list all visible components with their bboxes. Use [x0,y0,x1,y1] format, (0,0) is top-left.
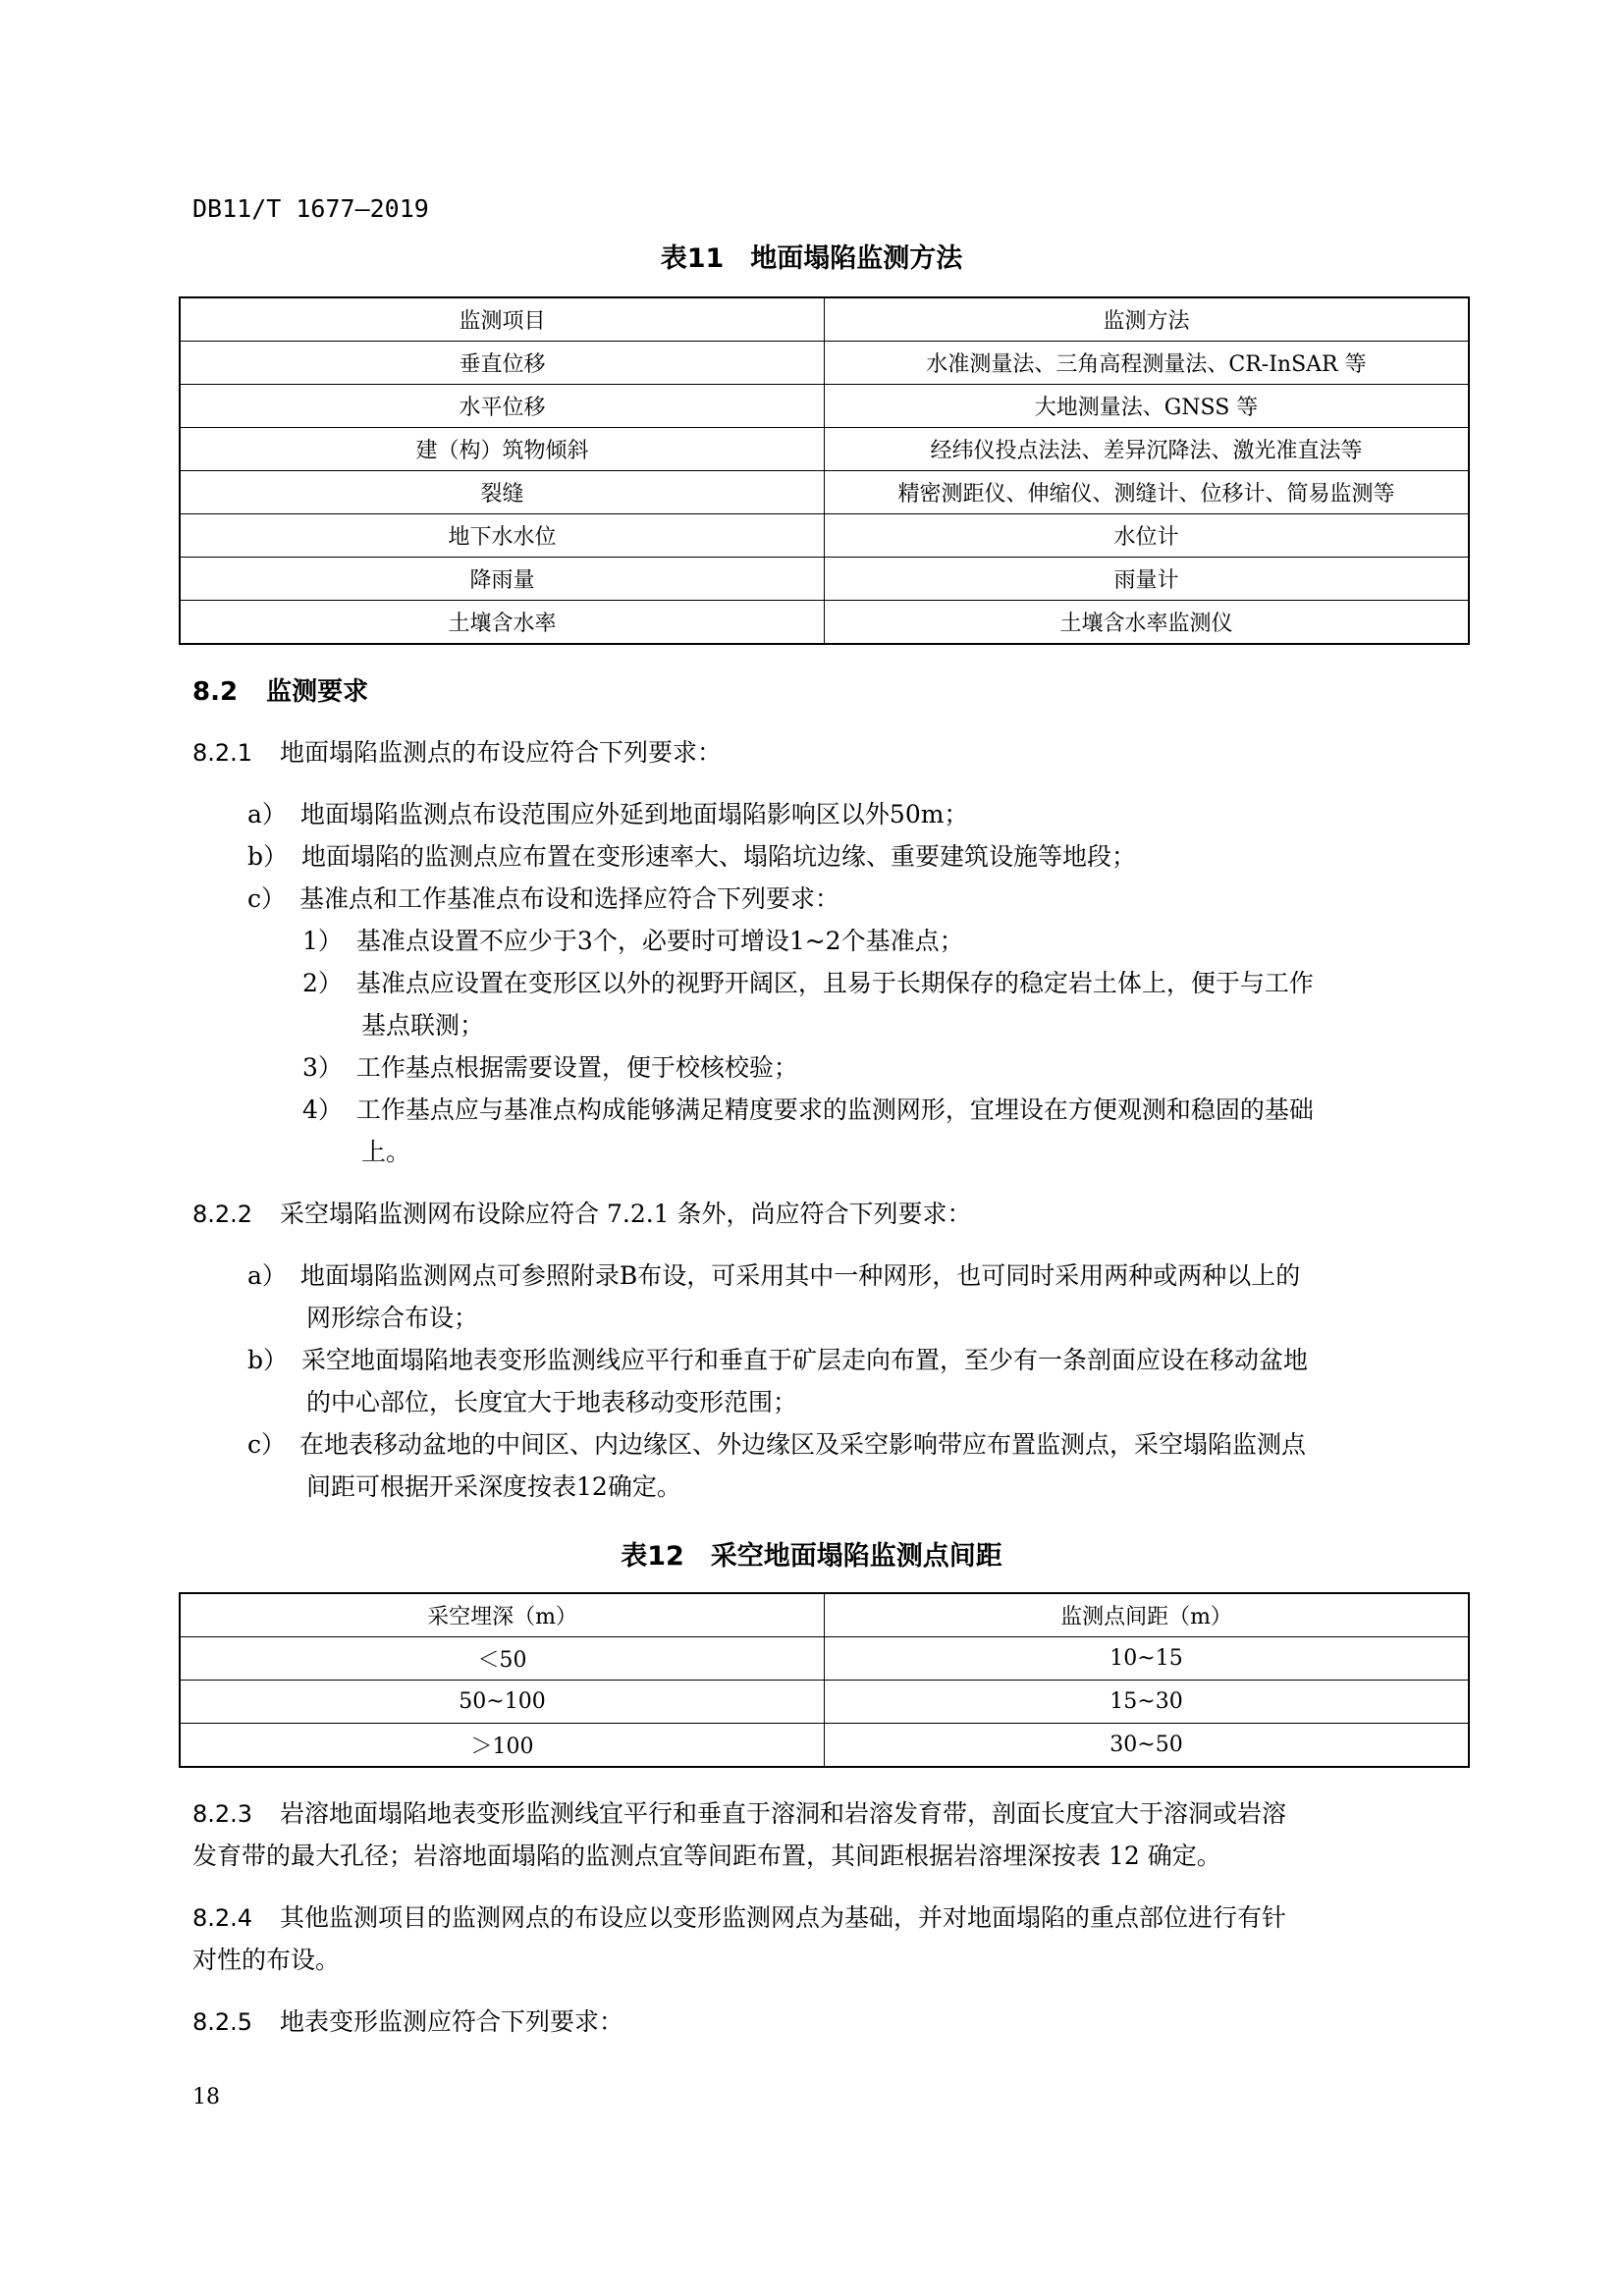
table-row [180,385,1469,428]
table-cell: ＜50 [180,1637,825,1681]
page-number: 18 [192,2085,220,2109]
list-item [247,793,968,836]
table-cell: 裂缝 [180,471,825,514]
table-header-row [180,1593,1469,1637]
table-cell: 15~30 [825,1681,1470,1724]
table12 [179,1592,1470,1768]
table-cell: 降雨量 [180,558,825,601]
list-marker: 4） [302,1095,343,1124]
list-text: 工作基点应与基准点构成能够满足精度要求的监测网形，宜埋设在方便观测和稳固的基础 [355,1095,1314,1124]
clause-text: 其他监测项目的监测网点的布设应以变形监测网点为基础，并对地面塌陷的重点部位进行有针 [280,1903,1287,1932]
list-item [247,1339,1308,1382]
list-text-continuation: 间距可根据开采深度按表12确定。 [306,1472,681,1501]
clause-text-continuation: 对性的布设。 [192,1946,341,1974]
clause-number: 8.2.5 [192,2008,253,2036]
table-cell: 10~15 [825,1637,1470,1681]
table-row [180,1724,1469,1768]
clause-text: 地表变形监测应符合下列要求： [280,2007,624,2036]
list-marker: b） [247,842,289,871]
list-marker: 3） [302,1053,343,1082]
list-text-continuation: 基点联测； [361,1011,485,1040]
sublist-item [302,1089,1314,1132]
list-item [247,1423,1306,1467]
list-text-continuation: 上。 [361,1138,411,1166]
list-text: 基准点和工作基准点布设和选择应符合下列要求： [299,884,840,913]
clause-8-2-1 [192,731,722,774]
clause-number: 8.2.3 [192,1800,253,1828]
document-code: DB11/T 1677—2019 [192,194,429,223]
list-marker: 1） [302,927,343,955]
section-number: 8.2 [192,677,239,707]
table-cell: 经纬仪投点法法、差异沉降法、激光准直法等 [825,428,1470,471]
clause-text: 采空塌陷监测网布设除应符合 7.2.1 条外，尚应符合下列要求： [280,1200,972,1228]
table-cell: 水准测量法、三角高程测量法、CR-InSAR 等 [825,342,1470,385]
clause-8-2-2 [192,1193,972,1236]
list-marker: 2） [302,969,343,997]
list-item [247,878,839,921]
table-cell: 土壤含水率 [180,601,825,645]
table-row [180,514,1469,558]
section-title: 监测要求 [266,677,369,707]
clause-text: 地面塌陷监测点的布设应符合下列要求： [280,738,723,767]
table-row [180,342,1469,385]
table-row [180,558,1469,601]
list-item [247,835,1136,879]
list-text: 地面塌陷监测点布设范围应外延到地面塌陷影响区以外50m； [299,800,969,828]
table-cell: 大地测量法、GNSS 等 [825,385,1470,428]
section-heading [192,671,368,708]
clause-text-continuation: 发育带的最大孔径；岩溶地面塌陷的监测点宜等间距布置，其间距根据岩溶埋深按表 12 确定。 [192,1842,1221,1870]
table-row [180,471,1469,514]
list-marker: c） [247,1430,287,1459]
list-text: 基准点应设置在变形区以外的视野开阔区，且易于长期保存的稳定岩土体上，便于与工作 [355,969,1314,997]
table-header-cell: 监测项目 [180,297,825,342]
list-marker: a） [247,800,287,828]
table-row [180,1681,1469,1724]
list-text-continuation: 网形综合布设； [306,1304,479,1332]
table-cell: 50~100 [180,1681,825,1724]
table-cell: 土壤含水率监测仪 [825,601,1470,645]
table-cell: 地下水水位 [180,514,825,558]
clause-number: 8.2.1 [192,739,253,767]
list-text: 地面塌陷监测网点可参照附录B布设，可采用其中一种网形，也可同时采用两种或两种以上的 [299,1261,1301,1290]
list-text: 在地表移动盆地的中间区、内边缘区、外边缘区及采空影响带应布置监测点，采空塌陷监测点 [299,1430,1307,1459]
clause-number: 8.2.2 [192,1201,253,1228]
table-header-cell: 监测点间距（m） [825,1593,1470,1637]
table-cell: ＞100 [180,1724,825,1768]
clause-8-2-5 [192,2001,623,2044]
table-row [180,601,1469,645]
table-header-row [180,297,1469,342]
table11-title: 表11 地面塌陷监测方法 [660,243,963,274]
clause-8-2-4 [192,1896,1286,1940]
list-text: 工作基点根据需要设置，便于校核校验； [355,1053,798,1082]
clause-8-2-3 [192,1792,1286,1836]
table-cell: 建（构）筑物倾斜 [180,428,825,471]
list-item [247,1255,1300,1298]
clause-text: 岩溶地面塌陷地表变形监测线宜平行和垂直于溶洞和岩溶发育带，剖面长度宜大于溶洞或岩溶 [280,1799,1287,1828]
list-text: 地面塌陷的监测点应布置在变形速率大、塌陷坑边缘、重要建筑设施等地段； [301,842,1137,871]
list-text: 采空地面塌陷地表变形监测线应平行和垂直于矿层走向布置，至少有一条剖面应设在移动盆地 [301,1346,1309,1374]
table-header-cell: 采空埋深（m） [180,1593,825,1637]
list-marker: a） [247,1261,287,1290]
list-marker: c） [247,884,287,913]
clause-number: 8.2.4 [192,1904,253,1932]
table12-title: 表12 采空地面塌陷监测点间距 [621,1541,1002,1572]
table-header-cell: 监测方法 [825,297,1470,342]
sublist-item [302,962,1314,1005]
table-row [180,428,1469,471]
table-cell: 水平位移 [180,385,825,428]
table-cell: 精密测距仪、伸缩仪、测缝计、位移计、简易监测等 [825,471,1470,514]
list-text-continuation: 的中心部位，长度宜大于地表移动变形范围； [306,1388,798,1416]
sublist-item [302,920,964,963]
list-marker: b） [247,1346,289,1374]
list-text: 基准点设置不应少于3个，必要时可增设1~2个基准点； [355,927,964,955]
table-cell: 水位计 [825,514,1470,558]
table11 [179,296,1470,645]
table-cell: 垂直位移 [180,342,825,385]
table-cell: 30~50 [825,1724,1470,1768]
table-row [180,1637,1469,1681]
sublist-item [302,1046,798,1090]
table-cell: 雨量计 [825,558,1470,601]
